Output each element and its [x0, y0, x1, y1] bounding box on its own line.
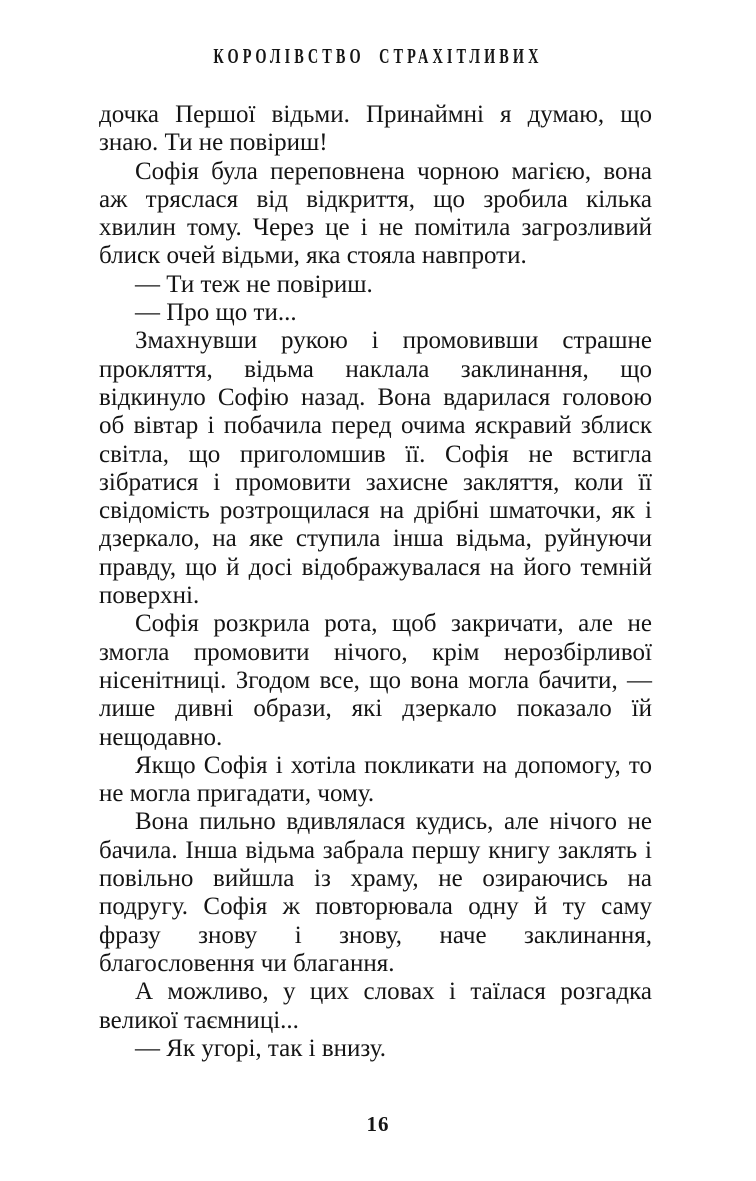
page-number: 16: [366, 1112, 390, 1136]
running-header-wrap: [0, 44, 756, 69]
page-body: [99, 101, 652, 1063]
paragraph: Софія була переповнена чорною магією, вона аж тряслася від відкриття, що зробила кілька хвилин тому. Через це і не помітила загрозливий блиск очей відьми, яка стояла навпроти.: [99, 157, 652, 270]
paragraph: А можливо, у цих словах і таїлася розгадка великої таємниці...: [99, 978, 652, 1034]
paragraph: Вона пильно вдивлялася кудись, але нічого не бачила. Інша відьма забрала першу книгу заклять і повільно вийшла із храму, не озираючись на подругу. Софія ж повторювала одну й ту саму фразу знову і знову, наче заклинання, благословення чи благання.: [99, 808, 652, 977]
paragraph: Якщо Софія і хотіла покликати на допомогу, то не могла пригадати, чому.: [99, 751, 652, 808]
paragraph: Змахнувши рукою і промовивши страшне прокляття, відьма наклала заклинання, що відкинуло Софію назад. Вона вдарилася головою об вівтар і побачила перед очима яскравий зблиск світла, що приголомшив її. Софія не встигла зібратися і промовити захисне закляття, коли її свідомість розтрощилася на дрібні шматочки, як і дзеркало, на яке ступила інша відьма, руйнуючи правду, що й досі відображувалася на його темній поверхні.: [99, 327, 652, 610]
running-header: КОРОЛІВСТВО СТРАХІТЛИВИХ: [213, 44, 543, 68]
paragraph: — Як угорі, так і внизу.: [135, 1034, 386, 1062]
paragraph: — Про що ти...: [135, 299, 297, 327]
paragraph: Софія розкрила рота, щоб закричати, але не змогла промовити нічого, крім нерозбірливої нісенітниці. Згодом все, що вона могла бачити, — лише дивні образи, які дзеркало показало їй нещодавно.: [99, 610, 652, 751]
paragraph: — Ти теж не повіриш.: [135, 270, 373, 298]
paragraph: дочка Першої відьми. Принаймні я думаю, що знаю. Ти не повіриш!: [99, 101, 652, 157]
